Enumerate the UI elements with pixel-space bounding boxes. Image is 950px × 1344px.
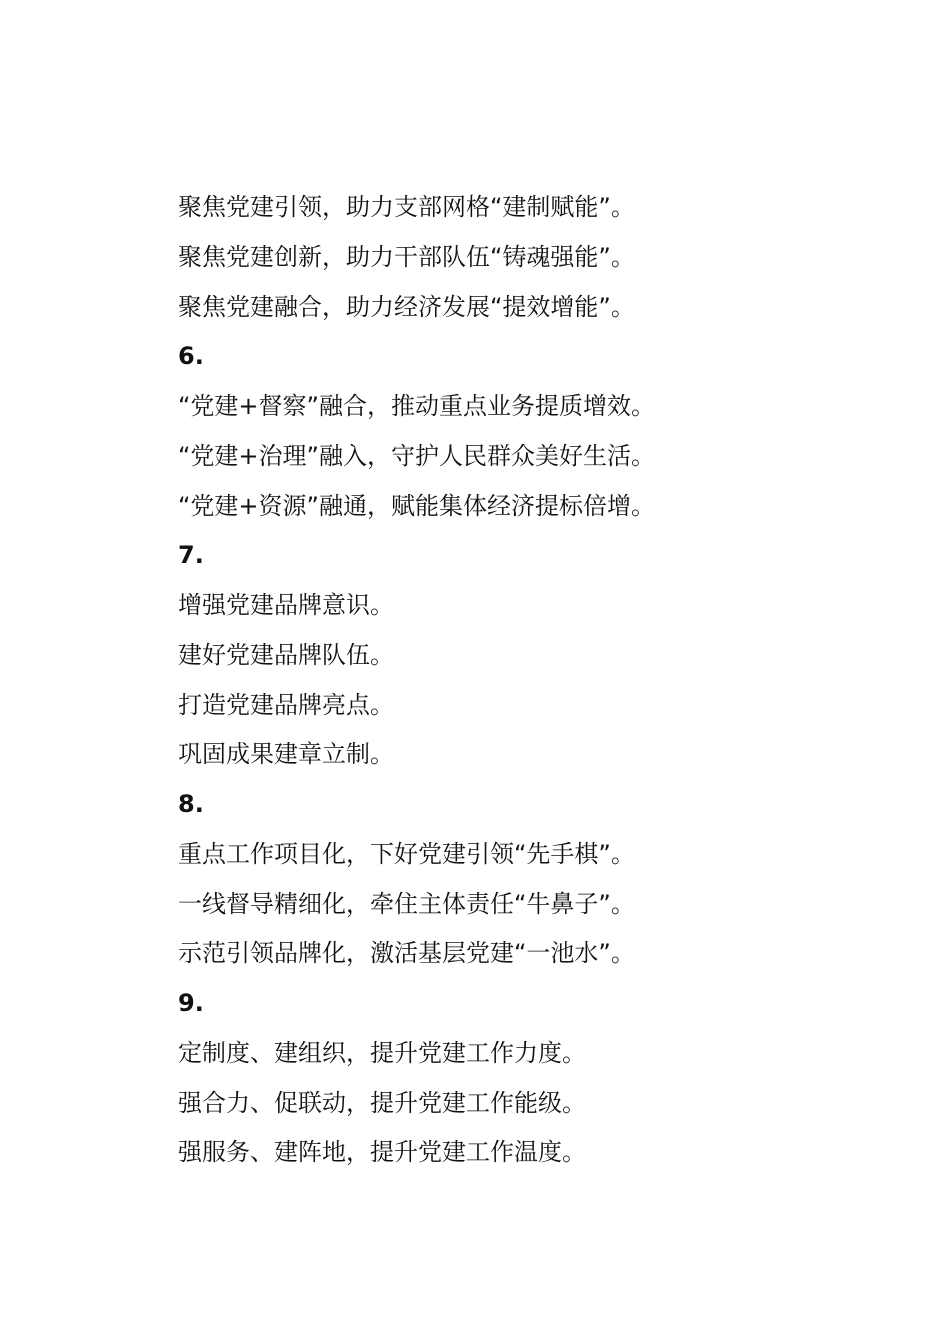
section-number: 8. <box>178 790 204 818</box>
text-line: 一线督导精细化，牵住主体责任“牛鼻子”。 <box>178 889 635 918</box>
section-7 <box>178 531 878 780</box>
text-line: 聚焦党建融合，助力经济发展“提效增能”。 <box>178 292 635 321</box>
section-8 <box>178 780 878 979</box>
text-line: 巩固成果建章立制。 <box>178 740 394 769</box>
text-line: “党建+督察”融合，推动重点业务提质增效。 <box>178 392 655 420</box>
text-line: 定制度、建组织，提升党建工作力度。 <box>178 1038 586 1067</box>
text-line: 重点工作项目化，下好党建引领“先手棋”。 <box>178 839 635 868</box>
text-line: 示范引领品牌化，激活基层党建“一池水”。 <box>178 939 635 968</box>
section-number: 6. <box>178 342 204 371</box>
text-line: 强服务、建阵地，提升党建工作温度。 <box>178 1138 586 1167</box>
text-line: “党建+治理”融入，守护人民群众美好生活。 <box>178 441 655 470</box>
section-6 <box>178 332 878 531</box>
section-number: 7. <box>178 541 204 570</box>
section-number: 9. <box>178 989 204 1017</box>
text-line: 聚焦党建创新，助力干部队伍“铸魂强能”。 <box>178 242 635 271</box>
text-line: “党建+资源”融通，赋能集体经济提标倍增。 <box>178 491 655 520</box>
text-line: 建好党建品牌队伍。 <box>178 640 394 669</box>
section-continuation <box>178 183 878 332</box>
text-line: 聚焦党建引领，助力支部网格“建制赋能”。 <box>178 193 635 221</box>
document-body <box>178 183 878 1178</box>
text-line: 增强党建品牌意识。 <box>178 591 394 619</box>
section-9 <box>178 979 878 1178</box>
text-line: 强合力、促联动，提升党建工作能级。 <box>178 1088 586 1117</box>
text-line: 打造党建品牌亮点。 <box>178 690 394 719</box>
